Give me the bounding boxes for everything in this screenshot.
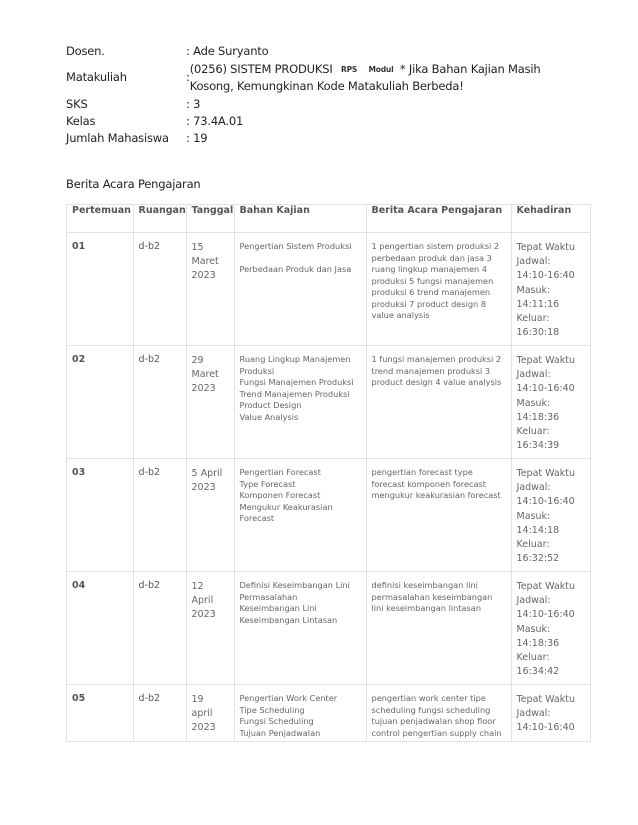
cell-kehadiran-line: Masuk:: [516, 284, 551, 296]
cell-kehadiran-line: Jadwal:: [516, 708, 551, 720]
cell-bahan-kajian-line: Ruang Lingkup Manajemen: [239, 354, 351, 364]
cell-kehadiran-line: 14:10-16:40: [516, 496, 575, 508]
cell-berita-acara: [366, 233, 511, 346]
cell-tanggal-line: 2023: [191, 270, 216, 281]
cell-bahan-kajian: [234, 346, 366, 459]
cell-kehadiran-line: Jadwal:: [516, 256, 551, 268]
cell-tanggal-line: 12: [191, 581, 204, 592]
cell-berita-acara-line: scheduling fungsi scheduling: [371, 704, 491, 715]
cell-tanggal-line: 15: [191, 242, 204, 253]
cell-berita-acara-line: produksi 6 trend manajemen: [371, 287, 491, 297]
cell-bahan-kajian-line: Fungsi Scheduling: [239, 716, 314, 726]
matakuliah-row: [66, 61, 586, 97]
kelas-value: : 73.4A.01: [186, 114, 244, 128]
cell-berita-acara: [366, 346, 511, 459]
cell-kehadiran-line: Jadwal:: [516, 595, 551, 607]
cell-tanggal: [186, 459, 234, 572]
dosen-label: Dosen.: [66, 44, 105, 58]
cell-kehadiran: [511, 233, 591, 346]
cell-bahan-kajian-line: Trend Manajemen Produksi: [239, 388, 350, 399]
matakuliah-note: * Jika Bahan Kajian Masih Kosong, Kemungkinan Kode Matakuliah Berbeda!: [189, 62, 541, 93]
matakuliah-colon: :: [186, 70, 190, 84]
cell-kehadiran-line: 14:18:36: [516, 637, 560, 649]
attendance-table-container: [66, 204, 591, 742]
header-bahan-kajian: Bahan Kajian: [234, 205, 366, 233]
cell-kehadiran: [511, 572, 591, 685]
cell-berita-acara-line: pengertian forecast type: [371, 467, 473, 477]
cell-pertemuan: 03: [67, 459, 133, 572]
sks-value: : 3: [186, 97, 201, 111]
header-kehadiran: Kehadiran: [511, 205, 591, 233]
cell-bahan-kajian-line: Keseimbangan Lintasan: [239, 614, 338, 625]
cell-berita-acara-line: trend manajemen produksi 3: [371, 365, 491, 376]
modul-link[interactable]: Modul: [368, 65, 394, 74]
cell-bahan-kajian-line: Pengertian Sistem Produksi: [239, 241, 352, 251]
cell-berita-acara-line: control pengertian supply chain: [371, 727, 502, 738]
header-tanggal: Tanggal: [186, 205, 234, 233]
cell-kehadiran-line: Tepat Waktu: [516, 355, 575, 366]
table-row: [67, 685, 591, 743]
cell-pertemuan: 04: [67, 572, 133, 685]
cell-tanggal-line: Maret: [191, 256, 219, 267]
cell-bahan-kajian-line: Type Forecast: [239, 478, 296, 489]
kelas-row: [66, 114, 586, 131]
cell-berita-acara-line: produksi 7 product design 8: [371, 298, 487, 309]
cell-kehadiran-line: Masuk:: [516, 397, 551, 409]
cell-kehadiran-line: Keluar:: [516, 313, 550, 325]
cell-berita-acara-line: value analysis: [371, 310, 430, 320]
cell-tanggal-line: 2023: [191, 609, 216, 620]
cell-berita-acara-line: forecast komponen forecast: [371, 478, 486, 489]
cell-tanggal: [186, 346, 234, 459]
cell-berita-acara-line: mengukur keakurasian forecast: [371, 490, 501, 500]
cell-berita-acara: [366, 459, 511, 572]
cell-berita-acara-line: definisi keseimbangan lini: [371, 580, 478, 590]
header-berita-acara: Berita Acara Pengajaran: [366, 205, 511, 233]
cell-berita-acara-line: 1 pengertian sistem produksi 2: [371, 241, 500, 251]
table-row: [67, 233, 591, 346]
table-row: [67, 572, 591, 685]
cell-kehadiran-line: 14:10-16:40: [516, 383, 575, 395]
header-pertemuan: Pertemuan: [67, 205, 133, 233]
cell-bahan-kajian-line: Produksi: [239, 365, 275, 376]
cell-kehadiran: [511, 459, 591, 572]
cell-bahan-kajian-line: [240, 253, 361, 264]
cell-pertemuan: 01: [67, 233, 133, 346]
cell-bahan-kajian: [234, 233, 366, 346]
cell-berita-acara-line: lini keseimbangan lintasan: [371, 603, 482, 613]
cell-berita-acara: [366, 572, 511, 685]
cell-ruangan: d-b2: [133, 685, 186, 743]
cell-tanggal-line: april: [191, 708, 213, 719]
cell-kehadiran-line: Tepat Waktu: [516, 694, 575, 705]
cell-kehadiran-line: Keluar:: [516, 426, 550, 438]
cell-bahan-kajian-line: Permasalahan: [239, 591, 298, 602]
cell-kehadiran-line: 14:10-16:40: [516, 722, 575, 734]
cell-bahan-kajian-line: Keseimbangan Lini: [239, 603, 317, 613]
kelas-label: Kelas: [66, 114, 96, 128]
cell-ruangan: d-b2: [133, 346, 186, 459]
cell-kehadiran-line: 14:11:16: [516, 298, 560, 310]
cell-berita-acara-line: pengertian work center tipe: [371, 693, 486, 703]
cell-kehadiran-line: Tepat Waktu: [516, 581, 575, 592]
course-info: [66, 44, 586, 148]
cell-kehadiran-line: Keluar:: [516, 652, 550, 664]
table-body: [67, 233, 591, 743]
dosen-row: [66, 44, 586, 61]
table-header-row: [67, 205, 591, 233]
rps-link[interactable]: RPS: [341, 65, 358, 74]
cell-bahan-kajian: [234, 572, 366, 685]
cell-bahan-kajian-line: Pengertian Forecast: [239, 467, 321, 477]
jumlah-value: : 19: [186, 131, 208, 145]
cell-kehadiran: [511, 685, 591, 743]
cell-tanggal-line: April: [191, 595, 214, 606]
cell-berita-acara-line: 1 fungsi manajemen produksi 2: [371, 354, 502, 364]
cell-tanggal-line: 2023: [191, 722, 216, 733]
cell-bahan-kajian-line: Value Analysis: [239, 411, 299, 422]
cell-kehadiran-line: 14:10-16:40: [516, 270, 575, 282]
table-row: [67, 346, 591, 459]
cell-tanggal-line: 2023: [191, 383, 216, 394]
cell-kehadiran-line: 14:14:18: [516, 524, 560, 536]
cell-bahan-kajian-line: Tujuan Penjadwalan: [239, 727, 321, 738]
cell-berita-acara-line: perbedaan produk dan jasa 3: [371, 252, 492, 263]
jumlah-row: [66, 131, 586, 148]
cell-bahan-kajian-line: Tipe Scheduling: [239, 704, 305, 715]
cell-berita-acara-line: product design 4 value analysis: [371, 377, 502, 387]
cell-bahan-kajian-line: Mengukur Keakurasian: [239, 501, 333, 512]
cell-kehadiran-line: Tepat Waktu: [516, 468, 575, 479]
cell-tanggal-line: 2023: [191, 482, 216, 493]
cell-ruangan: d-b2: [133, 572, 186, 685]
cell-bahan-kajian: [234, 685, 366, 743]
cell-kehadiran-line: Masuk:: [516, 510, 551, 522]
cell-kehadiran-line: Jadwal:: [516, 482, 551, 494]
cell-berita-acara-line: produksi 5 fungsi manajemen: [371, 275, 494, 286]
cell-kehadiran-line: 16:32:52: [516, 553, 560, 565]
sks-row: [66, 97, 586, 114]
dosen-value: : Ade Suryanto: [186, 44, 269, 58]
cell-bahan-kajian-line: Komponen Forecast: [239, 490, 321, 500]
matakuliah-label: Matakuliah: [66, 70, 127, 84]
cell-tanggal-line: 5 April: [191, 468, 223, 479]
cell-kehadiran-line: Jadwal:: [516, 369, 551, 381]
cell-kehadiran-line: Keluar:: [516, 539, 550, 551]
jumlah-label: Jumlah Mahasiswa: [66, 131, 169, 145]
cell-kehadiran-line: 14:18:36: [516, 411, 560, 423]
header-ruangan: Ruangan: [133, 205, 186, 233]
cell-kehadiran-line: 16:34:42: [516, 666, 560, 678]
cell-bahan-kajian-line: Pengertian Work Center: [239, 693, 338, 703]
cell-bahan-kajian-line: Product Design: [239, 400, 302, 410]
cell-tanggal: [186, 685, 234, 743]
cell-bahan-kajian: [234, 459, 366, 572]
cell-tanggal-line: 19: [191, 694, 204, 705]
cell-berita-acara-line: tujuan penjadwalan shop floor: [371, 716, 496, 726]
cell-pertemuan: 05: [67, 685, 133, 743]
matakuliah-course: (0256) SISTEM PRODUKSI: [189, 62, 333, 76]
cell-bahan-kajian-line: Definisi Keseimbangan Lini: [239, 580, 350, 590]
cell-berita-acara: [366, 685, 511, 743]
cell-ruangan: d-b2: [133, 233, 186, 346]
cell-tanggal-line: Maret: [191, 369, 219, 380]
matakuliah-value: [186, 61, 586, 94]
cell-kehadiran-line: Tepat Waktu: [516, 242, 575, 253]
cell-ruangan: d-b2: [133, 459, 186, 572]
cell-tanggal-line: 29: [191, 355, 204, 366]
cell-kehadiran-line: 16:34:39: [516, 440, 560, 452]
cell-pertemuan: 02: [67, 346, 133, 459]
cell-kehadiran: [511, 346, 591, 459]
cell-kehadiran-line: 14:10-16:40: [516, 609, 575, 621]
cell-kehadiran-line: Masuk:: [516, 623, 551, 635]
cell-bahan-kajian-line: Forecast: [239, 513, 275, 523]
cell-tanggal: [186, 233, 234, 346]
table-row: [67, 459, 591, 572]
cell-tanggal: [186, 572, 234, 685]
cell-kehadiran-line: 16:30:18: [516, 327, 560, 339]
cell-berita-acara-line: ruang lingkup manajemen 4: [371, 264, 488, 274]
cell-bahan-kajian-line: Fungsi Manajemen Produksi: [239, 377, 354, 387]
attendance-table: [67, 205, 591, 742]
cell-bahan-kajian-line: Perbedaan Produk dan Jasa: [239, 263, 352, 274]
sks-label: SKS: [66, 97, 88, 111]
cell-berita-acara-line: permasalahan keseimbangan: [371, 591, 493, 602]
section-title: Berita Acara Pengajaran: [66, 177, 201, 191]
